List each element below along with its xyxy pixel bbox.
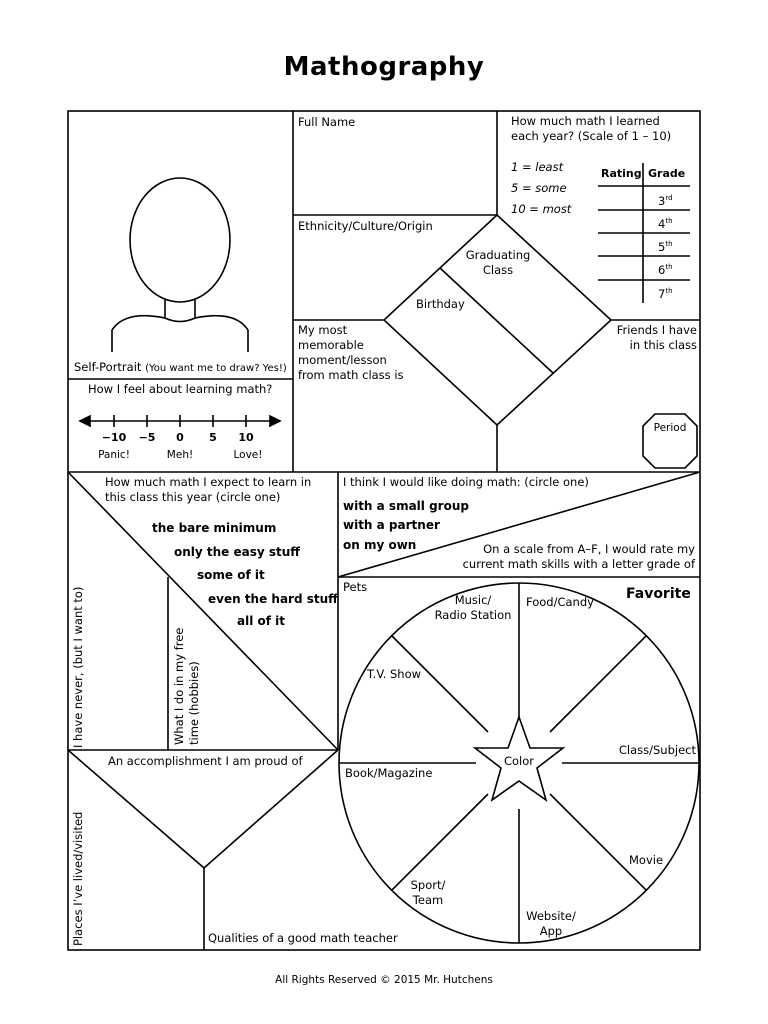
scale-label-meh: Meh! bbox=[166, 449, 194, 461]
music-label: Music/ Radio Station bbox=[434, 593, 512, 622]
birthday-label: Birthday bbox=[416, 297, 465, 311]
food-label: Food/Candy bbox=[526, 595, 594, 609]
pets-label: Pets bbox=[343, 580, 368, 594]
scale-label-panic: Panic! bbox=[98, 449, 130, 461]
free-time-label: What I do in my free time (hobbies) bbox=[172, 627, 201, 745]
feelings-number-line bbox=[80, 415, 280, 427]
grade-row: 6th bbox=[658, 262, 673, 277]
accomplishment-label: An accomplishment I am proud of bbox=[108, 754, 303, 768]
tick-label: 10 bbox=[238, 431, 254, 444]
scale-least: 1 = least bbox=[511, 160, 564, 174]
friends-label: Friends I have in this class bbox=[616, 323, 697, 352]
class-subject-label: Class/Subject bbox=[618, 743, 696, 757]
expect-option: only the easy stuff bbox=[174, 545, 301, 559]
book-label: Book/Magazine bbox=[345, 766, 433, 780]
movie-label: Movie bbox=[629, 853, 664, 867]
self-portrait-label: Self-Portrait (You want me to draw? Yes!) bbox=[74, 360, 287, 374]
ethnicity-label: Ethnicity/Culture/Origin bbox=[298, 219, 433, 233]
scale-most: 10 = most bbox=[511, 202, 572, 216]
expect-option: some of it bbox=[197, 568, 265, 582]
scale-some: 5 = some bbox=[511, 181, 567, 195]
expect-option: even the hard stuff bbox=[208, 592, 338, 606]
tick-label: 0 bbox=[176, 431, 184, 444]
like-doing-option: with a partner bbox=[343, 518, 440, 532]
have-never-label: I have never, (but I want to) bbox=[71, 586, 85, 748]
math-learned-question: How much math I learned each year? (Scale of 1 – 10) bbox=[511, 114, 672, 143]
page-title: Mathography bbox=[283, 52, 485, 82]
color-label: Color bbox=[503, 754, 535, 768]
tick-label: −10 bbox=[101, 431, 127, 444]
like-doing-question: I think I would like doing math: (circle one) bbox=[343, 475, 589, 489]
scale-label-love: Love! bbox=[233, 449, 263, 461]
grade-row: 4th bbox=[658, 216, 673, 231]
grade-row: 7th bbox=[658, 286, 673, 301]
expect-question: How much math I expect to learn in this class this year (circle one) bbox=[105, 475, 312, 504]
expect-option: the bare minimum bbox=[152, 521, 277, 535]
tick-label: 5 bbox=[209, 431, 217, 444]
qualities-label: Qualities of a good math teacher bbox=[208, 931, 398, 945]
tv-label: T.V. Show bbox=[367, 667, 422, 681]
like-doing-option: on my own bbox=[343, 538, 417, 552]
places-label: Places I’ve lived/visited bbox=[71, 811, 85, 946]
grade-row: 5th bbox=[658, 239, 673, 254]
rating-header: Rating bbox=[601, 167, 642, 180]
grade-rate-label: On a scale from A–F, I would rate my current math skills with a letter grade of bbox=[462, 542, 695, 571]
like-doing-option: with a small group bbox=[343, 499, 469, 513]
website-label: Website/ App bbox=[526, 909, 576, 938]
memorable-label: My most memorable moment/lesson from math class is bbox=[298, 323, 404, 382]
footer-copyright: All Rights Reserved © 2015 Mr. Hutchens bbox=[275, 974, 493, 986]
tick-label: −5 bbox=[138, 431, 156, 444]
feelings-question: How I feel about learning math? bbox=[88, 382, 273, 396]
sport-label: Sport/ Team bbox=[410, 878, 446, 907]
favorite-heading: Favorite bbox=[626, 586, 691, 602]
expect-option: all of it bbox=[237, 614, 285, 628]
grade-header: Grade bbox=[648, 167, 686, 180]
graduating-label: Graduating Class bbox=[465, 248, 531, 277]
grade-row: 3rd bbox=[658, 193, 673, 208]
period-label: Period bbox=[653, 422, 687, 434]
portrait-figure bbox=[112, 178, 248, 352]
full-name-label: Full Name bbox=[298, 115, 356, 129]
